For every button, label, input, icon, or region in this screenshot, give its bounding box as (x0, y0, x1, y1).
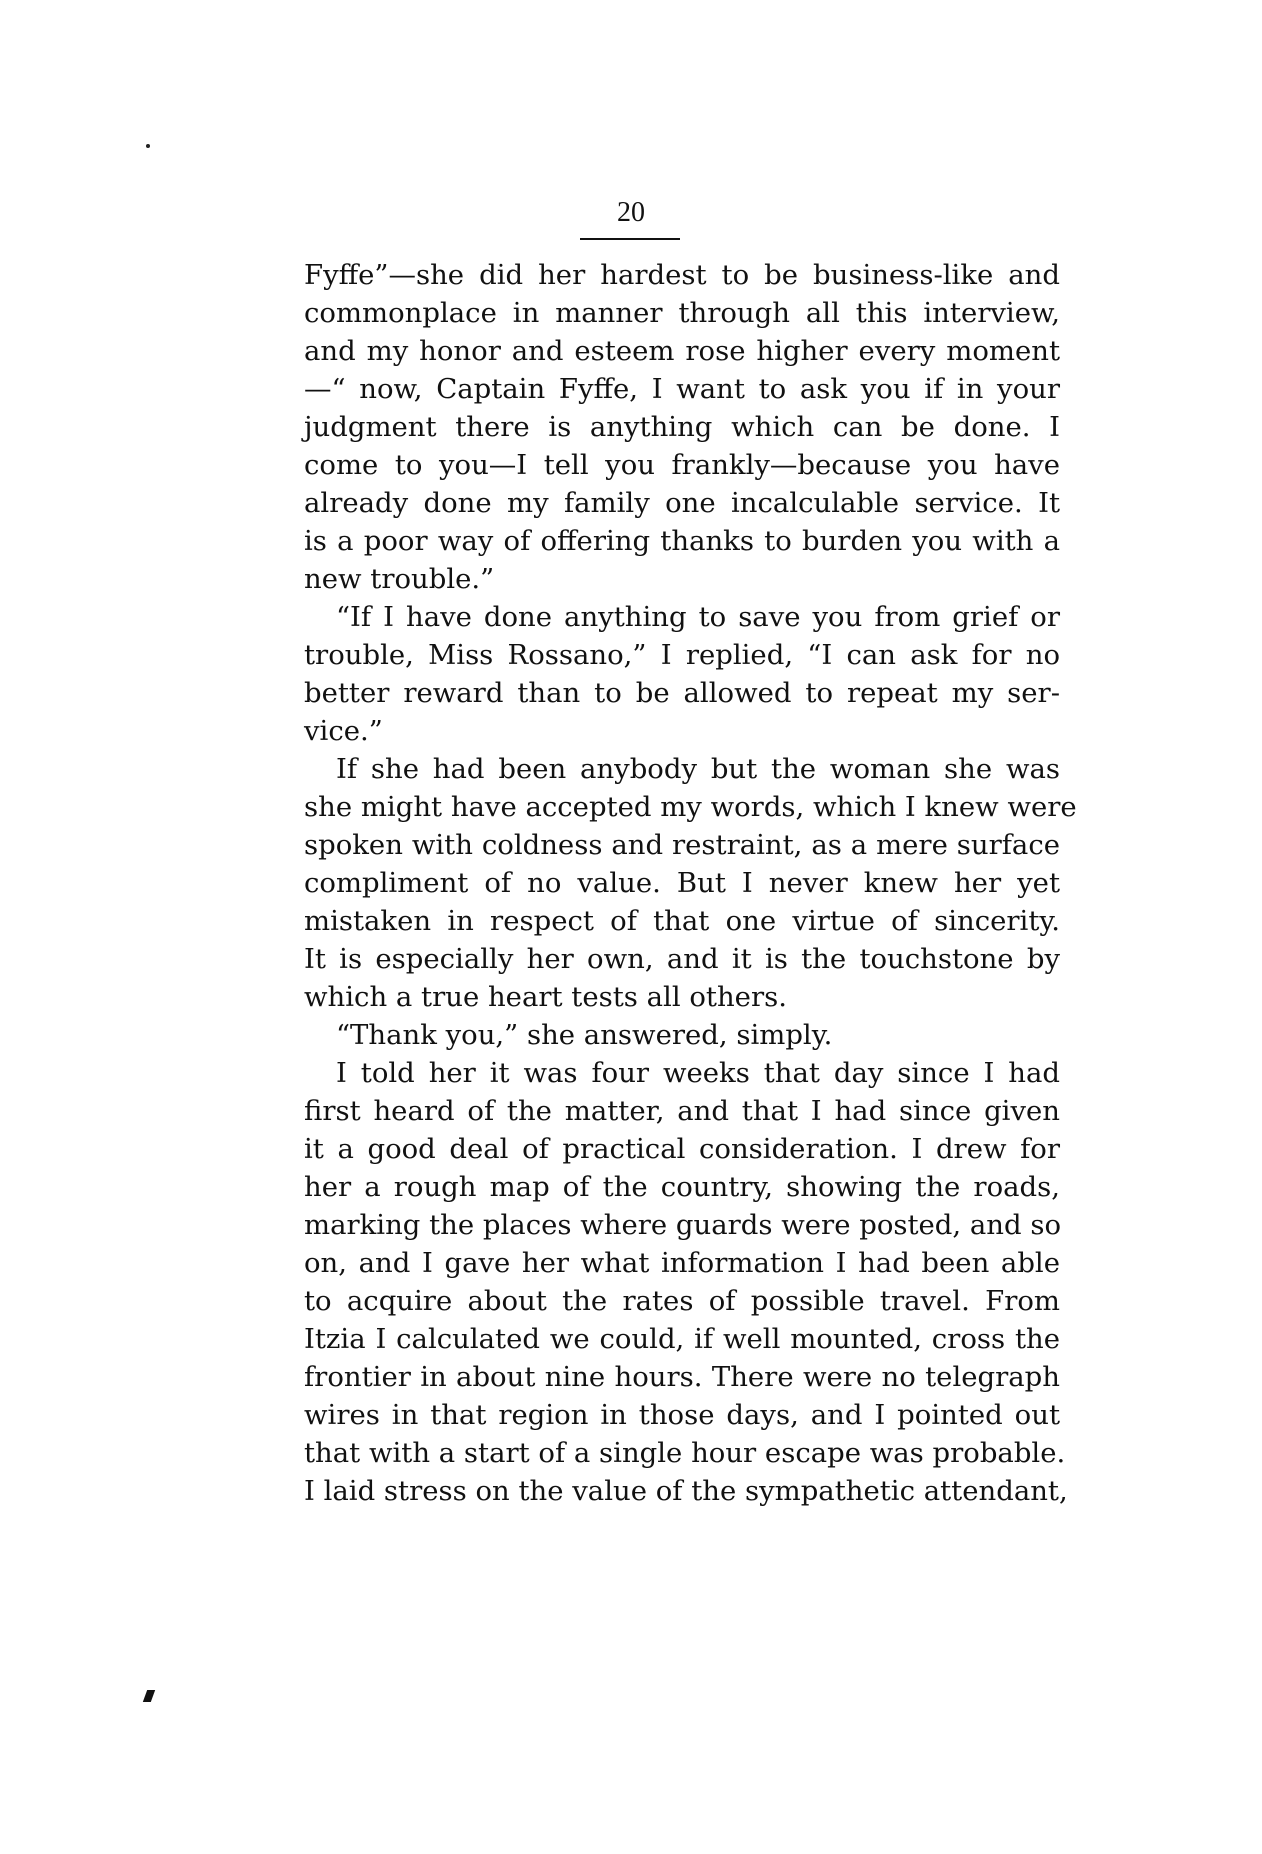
page-number-rule (580, 238, 680, 240)
text-line: come to you—I tell you frankly—because you have (304, 449, 1060, 481)
body-text (304, 256, 1077, 1510)
text-line: I told her it was four weeks that day since I had (336, 1057, 1060, 1089)
text-line: and my honor and esteem rose higher every moment (304, 335, 1060, 367)
text-line: If she had been anybody but the woman she was (336, 753, 1060, 785)
text-line: compliment of no value. But I never knew her yet (304, 867, 1060, 899)
text-line: it a good deal of practical consideration. I drew for (304, 1133, 1060, 1165)
text-line: trouble, Miss Rossano,” I replied, “I can ask for no (304, 639, 1060, 671)
text-line: It is especially her own, and it is the touchstone by (304, 943, 1060, 975)
text-line: frontier in about nine hours. There were no telegraph (304, 1361, 1060, 1393)
text-line: first heard of the matter, and that I had since given (304, 1095, 1060, 1127)
text-line: Itzia I calculated we could, if well mounted, cross the (304, 1323, 1060, 1355)
text-line: wires in that region in those days, and I pointed out (304, 1399, 1060, 1431)
text-line: is a poor way of offering thanks to burden you with a (304, 525, 1060, 557)
text-line: spoken with coldness and restraint, as a mere surface (304, 829, 1060, 861)
text-line: better reward than to be allowed to repeat my ser- (304, 677, 1060, 709)
text-line: “If I have done anything to save you from grief or (336, 601, 1060, 633)
text-line: her a rough map of the country, showing the roads, (304, 1171, 1060, 1203)
text-line: commonplace in manner through all this interview, (304, 297, 1060, 329)
text-line: which a true heart tests all others. (304, 981, 787, 1013)
text-line: that with a start of a single hour escape was probable. (304, 1437, 1066, 1469)
page-number: 20 (617, 197, 645, 228)
text-line: —“ now, Captain Fyffe, I want to ask you if in your (304, 373, 1060, 405)
text-line: marking the places where guards were posted, and so (304, 1209, 1062, 1241)
text-line: new trouble.” (304, 563, 495, 595)
margin-mark-bottom (143, 1690, 155, 1702)
text-line: already done my family one incalculable service. It (304, 487, 1060, 519)
margin-speck-top (146, 144, 150, 148)
text-line: to acquire about the rates of possible travel. From (304, 1285, 1060, 1317)
text-line: on, and I gave her what information I had been able (304, 1247, 1060, 1279)
text-line: Fyffe”—she did her hardest to be business-like and (304, 259, 1060, 291)
text-line: vice.” (304, 715, 383, 747)
text-line: “Thank you,” she answered, simply. (336, 1019, 833, 1051)
text-line: judgment there is anything which can be done. I (304, 411, 1060, 443)
text-line: mistaken in respect of that one virtue of sincerity. (304, 905, 1060, 937)
text-line: I laid stress on the value of the sympathetic attendant, (304, 1475, 1068, 1507)
text-line: she might have accepted my words, which I knew were (304, 791, 1077, 823)
